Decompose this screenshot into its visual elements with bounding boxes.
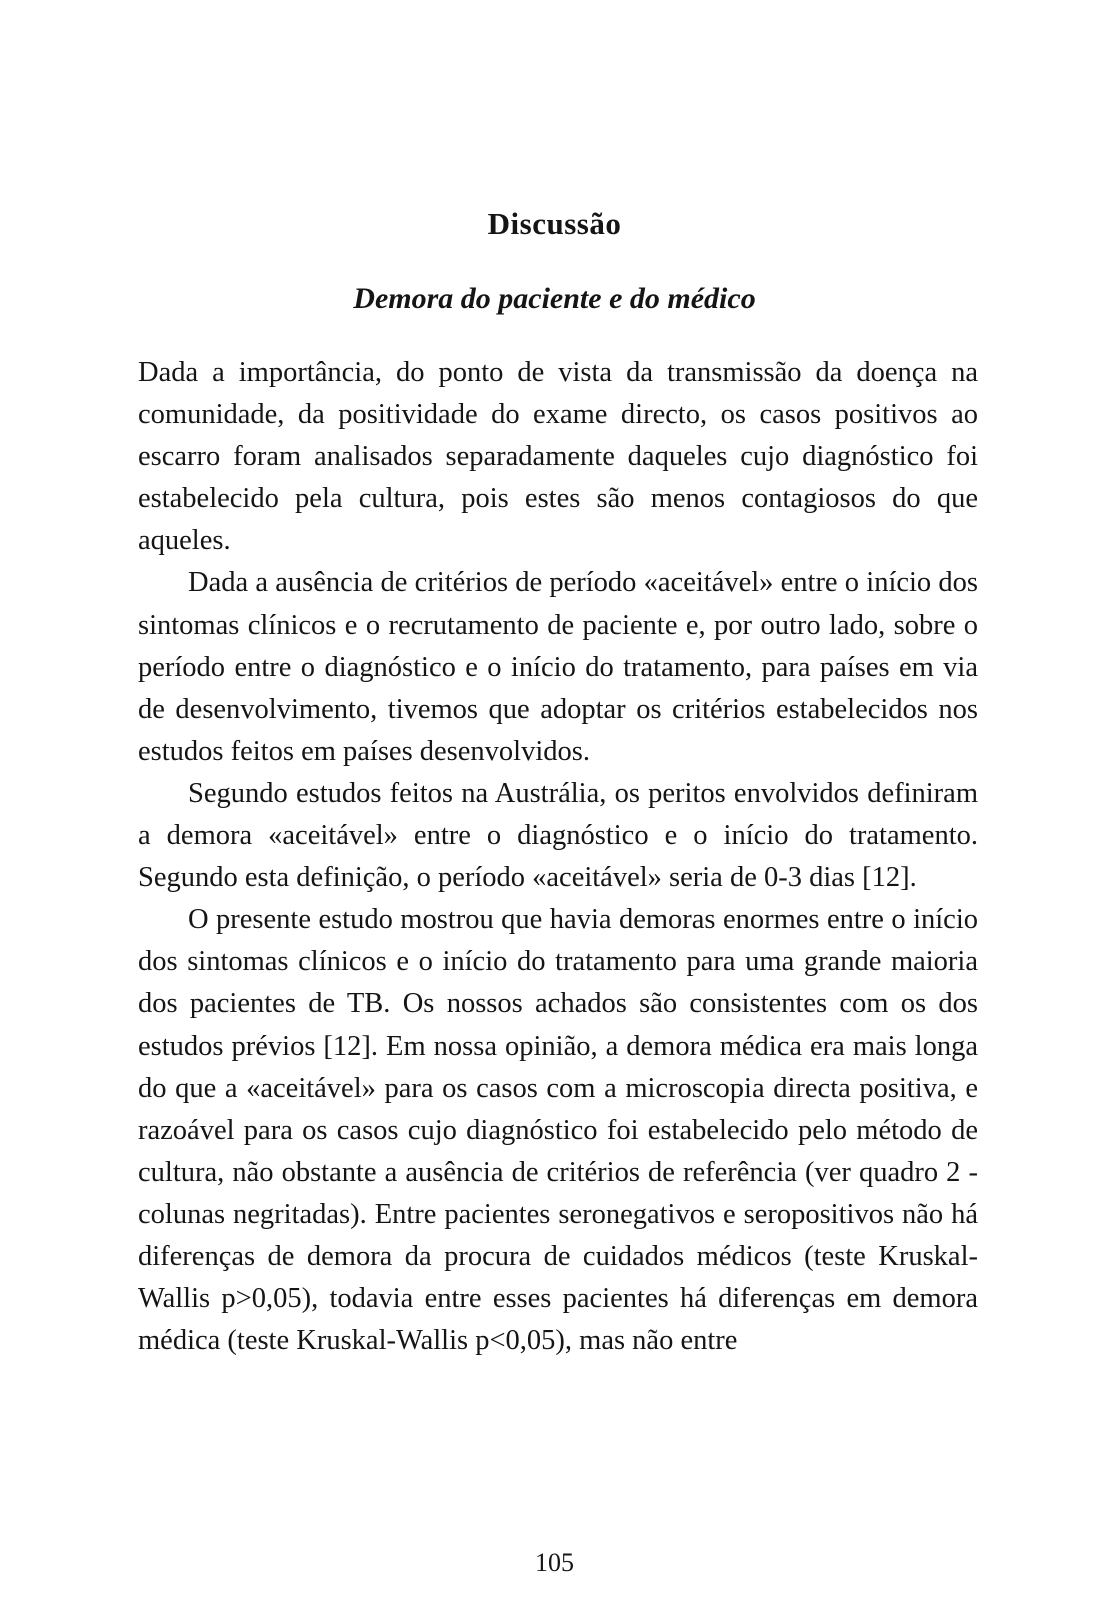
section-heading: Discussão [487,206,622,241]
paragraph: O presente estudo mostrou que havia demoras enormes entre o início dos sintomas clínicos e o início do tratamento para uma grande maioria dos pacientes de TB. Os nossos achados são consistentes com os dos estudos prévios [12]. Em nossa opinião, a demora médica era mais longa do que a «aceitável» para os casos com a microscopia directa positiva, e razoável para os casos cujo diagnóstico foi estabelecido pelo método de cultura, não obstante a ausência de critérios de referência (ver quadro 2 - colunas negritadas). Entre pacientes seronegativos e seropositivos não há diferenças de demora da procura de cuidados médicos (teste Kruskal-Wallis p>0,05), todavia entre esses pacientes há diferenças em demora médica (teste Kruskal-Wallis p<0,05), mas não entre [138,904,978,1357]
paragraph: Segundo estudos feitos na Austrália, os peritos envolvidos definiram a demora «aceitável» entre o diagnóstico e o início do tratamento. Segundo esta definição, o período «aceitável» seria de 0-3 dias [12]. [138,777,978,894]
paragraph: Dada a ausência de critérios de período «aceitável» entre o início dos sintomas clínicos e o recrutamento de paciente e, por outro lado, sobre o período entre o diagnóstico e o início do tratamento, para países em via de desenvolvimento, tivemos que adoptar os critérios estabelecidos nos estudos feitos em países desenvolvidos. [138,567,978,767]
body-text [138,352,978,1362]
section-subheading: Demora do paciente e do médico [353,282,756,315]
page-number: 105 [535,1548,574,1577]
paragraph: Dada a importância, do ponto de vista da transmissão da doença na comunidade, da positividade do exame directo, os casos positivos ao escarro foram analisados separadamente daqueles cujo diagnóstico foi estabelecido pela cultura, pois estes são menos contagiosos do que aqueles. [138,357,978,557]
